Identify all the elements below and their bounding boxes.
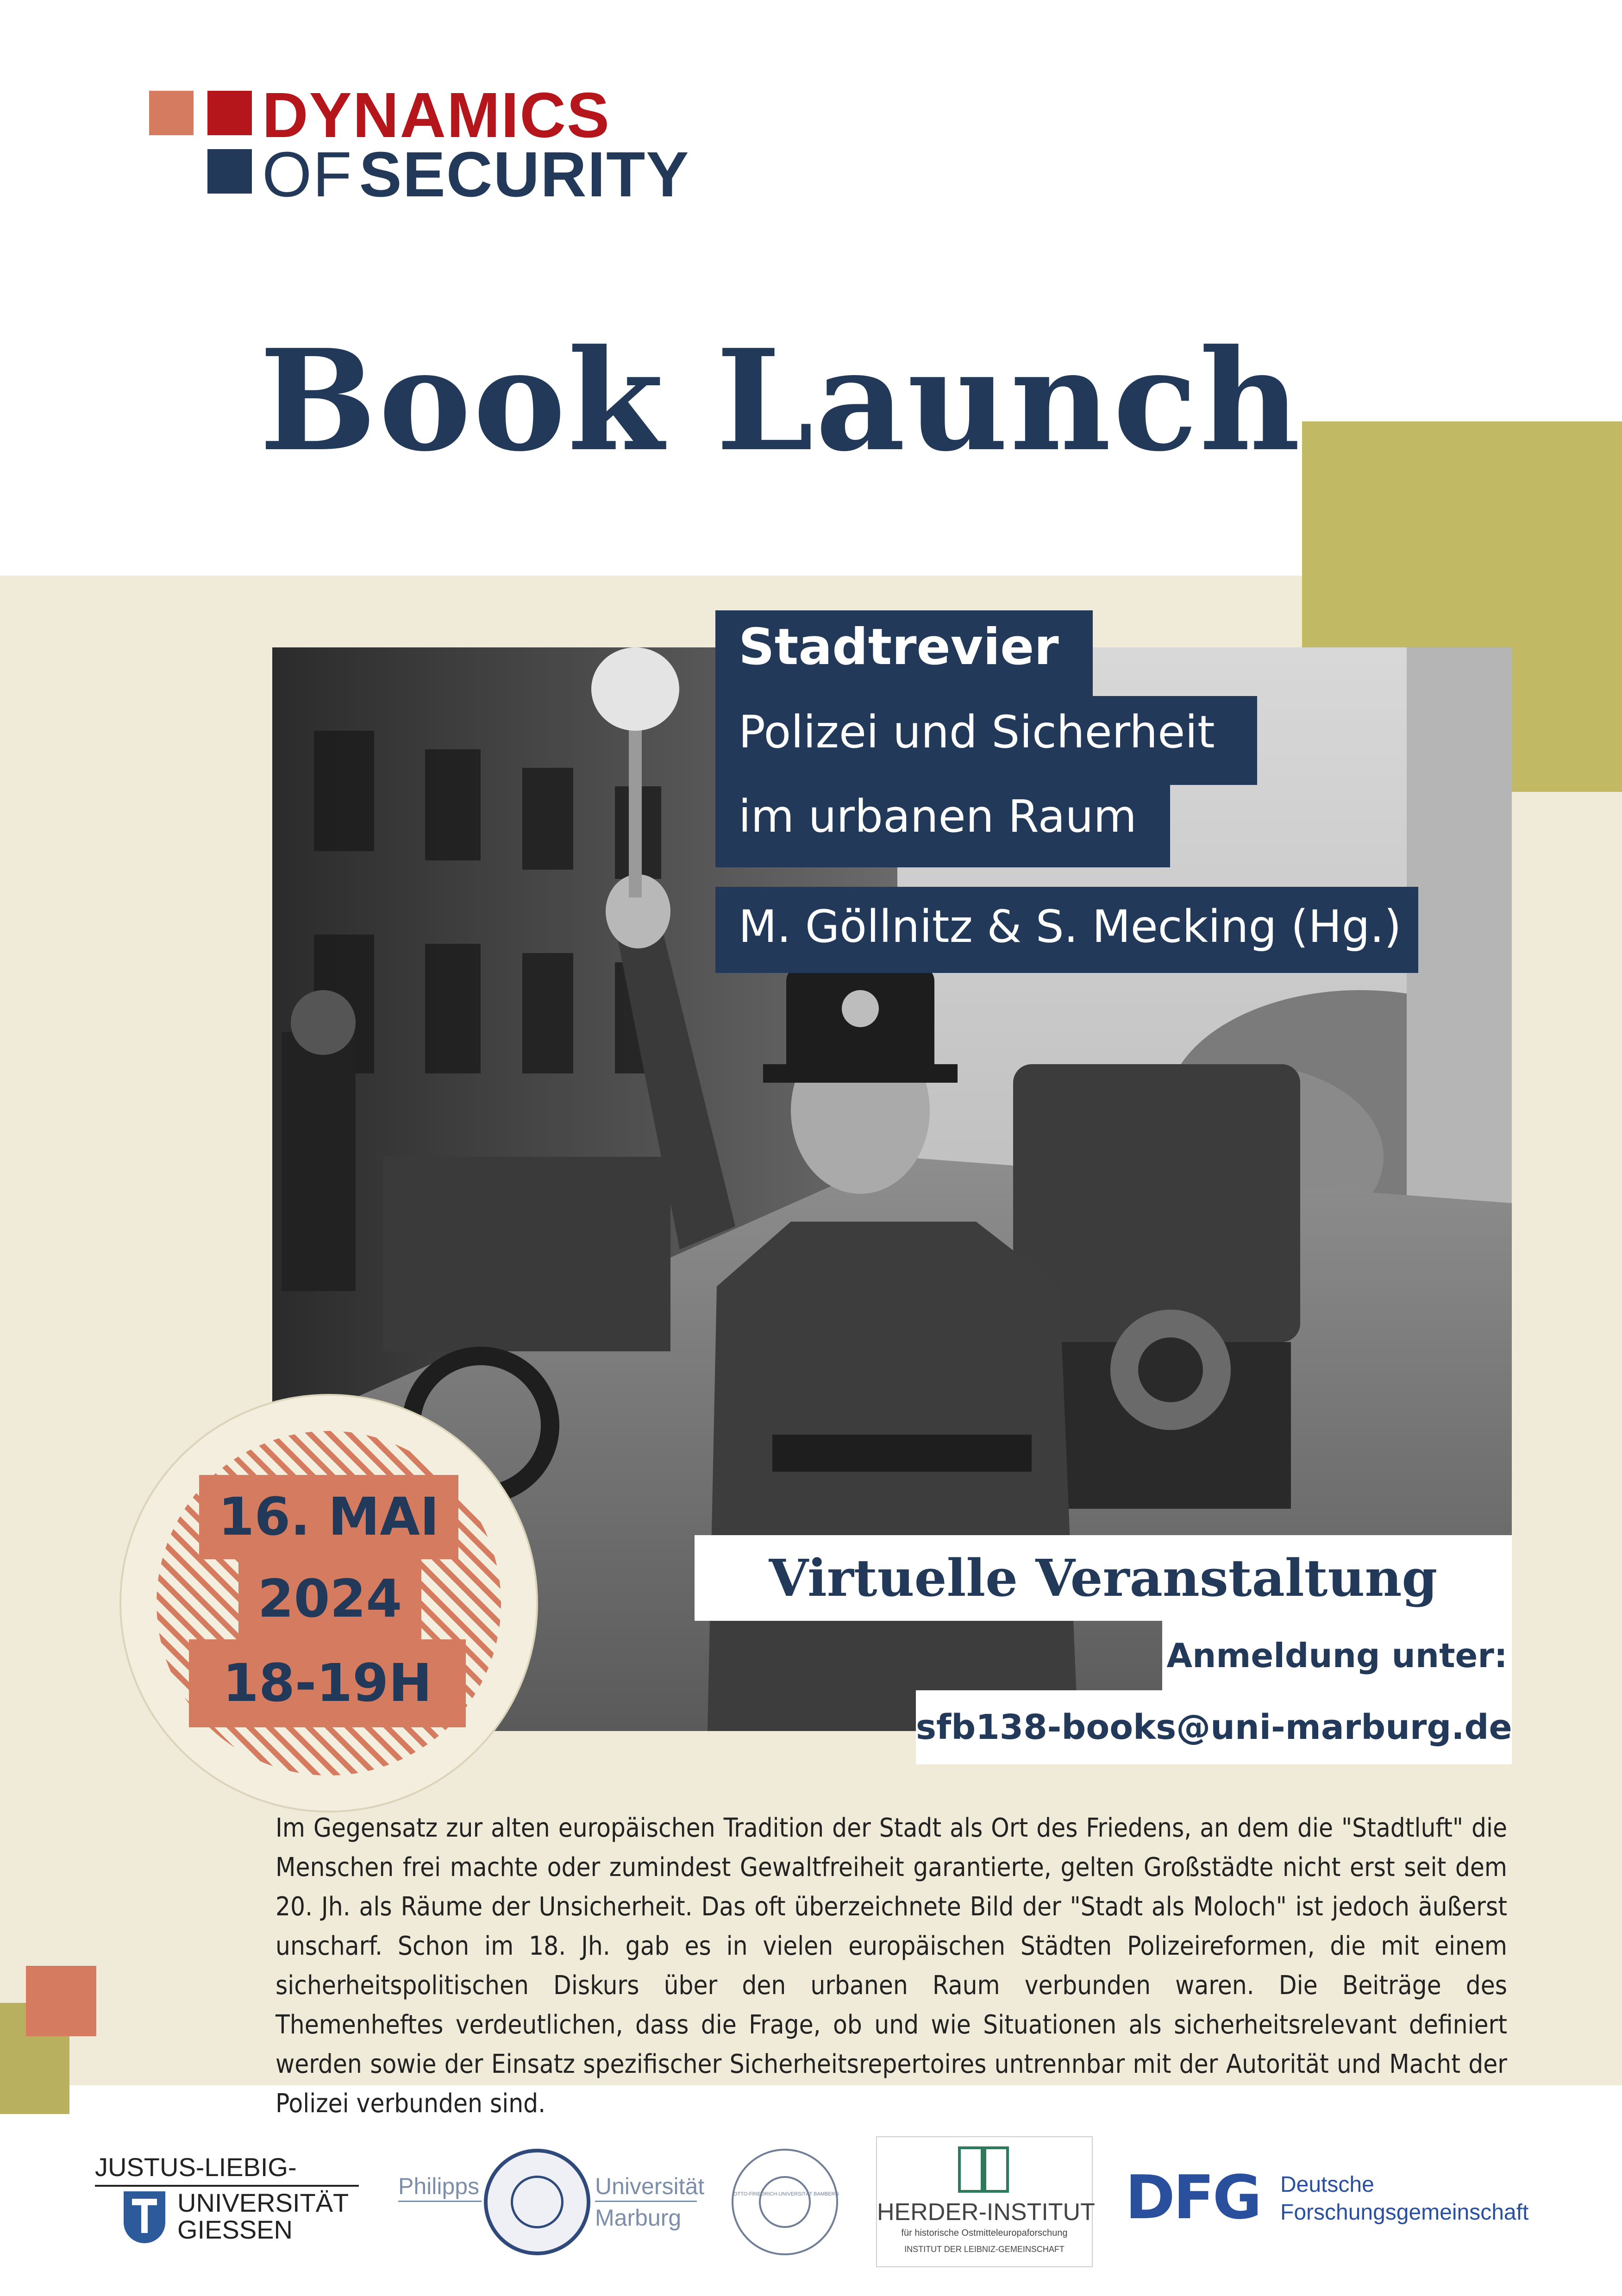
dfg-logo [1125, 2162, 1533, 2233]
registration-email-link[interactable]: sfb138-books@uni-marburg.de [916, 1707, 1512, 1747]
dfg-line-2: Forschungsgemeinschaft [1280, 2200, 1529, 2225]
editors-box [715, 887, 1418, 973]
brand-line-security [262, 139, 690, 210]
herder-subtitle-2: INSTITUT DER LEIBNIZ-GEMEINSCHAFT [904, 2245, 1065, 2254]
event-time: 18-19H [223, 1653, 432, 1713]
registration-label: Anmeldung unter: [1166, 1636, 1508, 1675]
event-year: 2024 [257, 1569, 402, 1629]
herder-emblem [958, 2146, 1009, 2193]
dfg-mark: DFG [1125, 2162, 1260, 2233]
bamberg-seal-text: OTTO-FRIEDRICH-UNIVERSITÄT BAMBERG [733, 2191, 839, 2197]
book-subtitle-line-2: im urbanen Raum [739, 790, 1137, 842]
jlu-name-line-2: UNIVERSITÄT [177, 2188, 349, 2217]
logo-square-terracotta [149, 91, 194, 135]
marburg-universitat: Universität [595, 2173, 705, 2199]
year-box [238, 1559, 421, 1639]
marburg-left-rule [398, 2201, 482, 2202]
book-subtitle-line-1: Polizei und Sicherheit [739, 706, 1215, 758]
bamberg-inner-seal [759, 2176, 811, 2228]
event-date: 16. MAI [218, 1487, 439, 1547]
brand-line-dynamics: DYNAMICS [262, 80, 611, 151]
event-format-box [695, 1535, 1512, 1621]
book-editors: M. Göllnitz & S. Mecking (Hg.) [739, 901, 1402, 953]
time-box [189, 1639, 466, 1727]
uni-bamberg-seal [732, 2149, 838, 2255]
marburg-city: Marburg [595, 2205, 682, 2231]
terracotta-accent-left [26, 1966, 96, 2036]
uni-marburg-logo [398, 2149, 705, 2255]
marburg-right-rule [595, 2201, 697, 2202]
marburg-philipps: Philipps [398, 2173, 480, 2199]
registration-label-box [1162, 1621, 1512, 1690]
logo-square-navy [207, 149, 252, 194]
jlu-name-line-3: GIESSEN [177, 2215, 293, 2244]
event-format: Virtuelle Veranstaltung [769, 1548, 1438, 1608]
brand-of: OF [262, 139, 353, 210]
book-subtitle-box-2 [715, 785, 1170, 867]
book-subtitle-box-1 [715, 696, 1257, 785]
jlu-giessen-logo [95, 2153, 363, 2246]
book-title: Stadtrevier [739, 618, 1059, 676]
logo-square-red [207, 91, 252, 135]
herder-subtitle-1: für historische Ostmitteleuropaforschung [901, 2228, 1068, 2238]
herder-institut-logo [876, 2136, 1093, 2267]
date-box [199, 1475, 458, 1559]
brand-security: SECURITY [359, 139, 690, 210]
description-text: Im Gegensatz zur alten europäischen Tradition der Stadt als Ort des Friedens, an dem die "Stadtluft" die Menschen frei machte oder zumindest Gewaltfreiheit garantierte, gelten Großstädte nicht erst seit dem 20. Jh. als Räume der Unsicherheit. Das oft überzeichnete Bild der "Stadt als Moloch" ist jedoch äußerst unscharf. Schon im 18. Jh. gab es in vielen europäischen Städten Polizeireformen, die mit einem sicherheitspolitischen Diskurs über den urbanen Raum verbunden waren. Die Beiträge des Themenheftes verdeutlichen, dass die Frage, ob und wie Situationen als sicherheitsrelevant definiert werden sowie der Einsatz spezifischer Sicherheitsrepertoires untrennbar mit der Autorität und Macht der Polizei verbunden sind. [276, 1813, 1507, 2119]
jlu-rule [95, 2185, 359, 2187]
registration-email-box[interactable] [916, 1690, 1512, 1764]
page-title: Book Launch [259, 319, 1303, 482]
dfg-line-1: Deutsche [1280, 2172, 1374, 2197]
jlu-emblem [124, 2191, 165, 2243]
herder-name: HERDER-INSTITUT [877, 2199, 1095, 2226]
marburg-seal [484, 2149, 590, 2255]
book-title-box [715, 610, 1093, 696]
jlu-name-line-1: JUSTUS-LIEBIG- [95, 2152, 297, 2182]
